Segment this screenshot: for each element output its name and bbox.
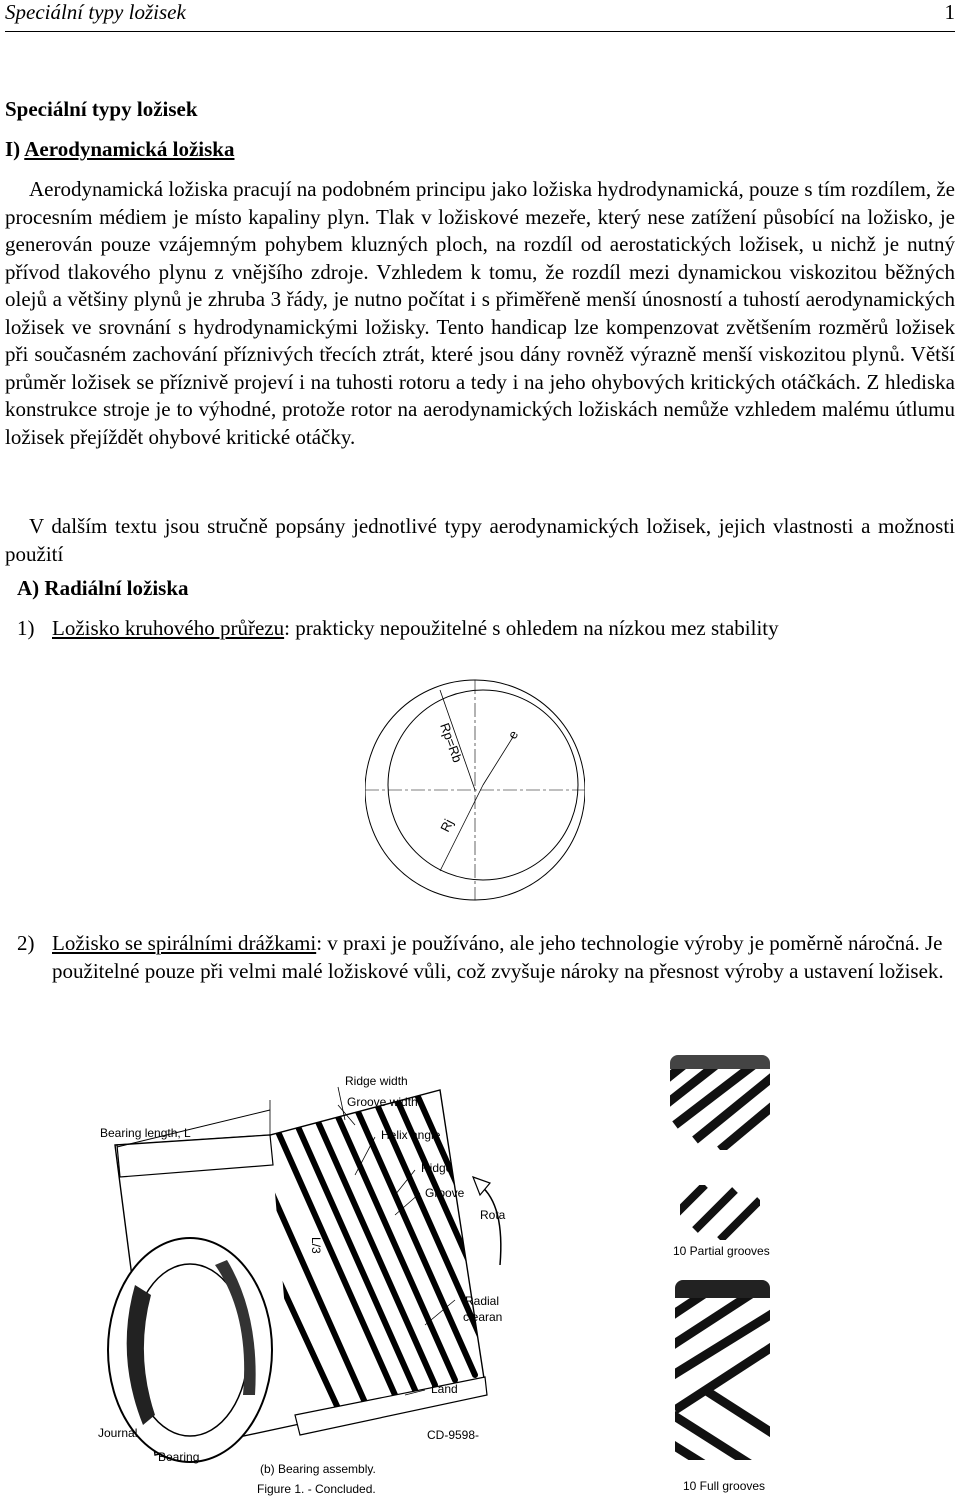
item-2-body xyxy=(52,929,952,985)
paragraph-intro xyxy=(5,176,955,451)
header-rule xyxy=(5,31,955,32)
label-partial-grooves: 10 Partial grooves xyxy=(673,1244,770,1258)
circular-bearing-figure xyxy=(365,665,585,915)
label-bearing: Bearing xyxy=(158,1450,200,1464)
caption-figure: Figure 1. - Concluded. xyxy=(257,1482,376,1496)
page-header xyxy=(5,0,955,26)
label-bearing-length: Bearing length, L xyxy=(100,1126,191,1140)
header-title: Speciální typy ložisek xyxy=(5,0,186,24)
paragraph-intro-text: Aerodynamická ložiska pracují na podobném principu jako ložiska hydrodynamická, pouze s tím rozdílem, že procesním médiem je místo kapaliny plyn. Tlak v ložiskové mezeře, který nese zatížení působící na ložisko, je generován pouze vzájemným pohybem kluzných ploch, na rozdíl od aerostatických ložisek, u nichž je nutný přívod tlakového plynu z vnějšího zdroje. Vzhledem k tomu, že rozdíl mezi dynamickou viskozitou běžných olejů a většiny plynů je zhruba 3 řády, je nutno počítat i s přiměřeně menší únosností a tuhostí aerodynamických ložisek ve srovnání s hydrodynamickými ložisky. Tento handicap lze kompenzovat zvětšením rozměrů ložisek při současném zachování příznivých třecích ztrát, které jsou dány rovněž výrazně menší viskozitou plynů. Větší průměr ložisek se příznivě projeví i na tuhosti rotoru a tedy i na jeho ohybových kritických otáčkách. Z hlediska konstrukce stroje je to výhodné, protože rotor na aerodynamických ložiskách nemůže vzhledem malému útlumu ložisek přejíždět ohybové kritické otáčky. xyxy=(5,177,955,449)
label-rp-rb: Rp=Rb xyxy=(437,720,466,765)
groove-photo-partial xyxy=(675,1185,760,1240)
item-1-number: 1) xyxy=(17,616,35,640)
item-2-term: Ložisko se spirálními drážkami xyxy=(52,931,317,955)
leader-ridge-width xyxy=(338,1087,345,1120)
label-ridge: Ridge xyxy=(421,1161,453,1175)
item-2 xyxy=(17,929,35,957)
item-1-text: : prakticky nepoužitelné s ohledem na nízkou mez stability xyxy=(284,616,779,640)
subsection-heading: A) Radiální ložiska xyxy=(17,576,189,600)
item-1-term: Ložisko kruhového průřezu xyxy=(52,616,285,640)
page-number: 1 xyxy=(944,0,955,24)
item-1-body xyxy=(52,614,952,642)
eccentricity-line xyxy=(483,737,513,785)
label-full-grooves: 10 Full grooves xyxy=(683,1479,766,1493)
rotation-arrow xyxy=(480,1185,501,1265)
groove-photo-full xyxy=(665,1280,775,1490)
label-l3: L/3 xyxy=(309,1237,323,1254)
caption-bearing-assembly: (b) Bearing assembly. xyxy=(260,1462,376,1476)
label-groove: Groove xyxy=(425,1186,465,1200)
item-2-number: 2) xyxy=(17,931,35,955)
label-ridge-width: Ridge width xyxy=(345,1074,408,1088)
label-radial: Radial xyxy=(465,1294,500,1308)
spiral-groove-bearing-figure xyxy=(95,1065,535,1502)
label-e: e xyxy=(504,727,522,742)
label-clearance: clearan xyxy=(463,1310,503,1324)
item-2-text: : v praxi je používáno, ale jeho technologie výroby je poměrně náročná. Je použitelné pouze při velmi malé ložiskové vůli, což zvyšuje nároky na přesnost výroby a ustavení ložisek. xyxy=(52,931,944,983)
document-title: Speciální typy ložisek xyxy=(5,97,198,121)
label-rotation: Rota xyxy=(480,1208,506,1222)
label-cd: CD-9598- xyxy=(427,1428,480,1442)
label-rj: Rj xyxy=(437,816,457,835)
groove-patterns-figure xyxy=(665,1050,785,1502)
groove-photo-top xyxy=(665,1050,780,1150)
paragraph-overview-text: V dalším textu jsou stručně popsány jednotlivé typy aerodynamických ložisek, jejich vlastnosti a možnosti použití xyxy=(5,514,955,566)
label-journal: Journal xyxy=(98,1426,138,1440)
section-heading xyxy=(5,137,234,162)
section-label: Aerodynamická ložiska xyxy=(24,137,235,161)
label-helix-angle: Helix angle xyxy=(381,1128,441,1142)
label-groove-width: Groove width xyxy=(347,1095,418,1109)
label-land: Land xyxy=(431,1382,458,1396)
paragraph-overview xyxy=(5,513,955,568)
item-1 xyxy=(17,614,35,642)
section-numeral: I) xyxy=(5,137,21,161)
